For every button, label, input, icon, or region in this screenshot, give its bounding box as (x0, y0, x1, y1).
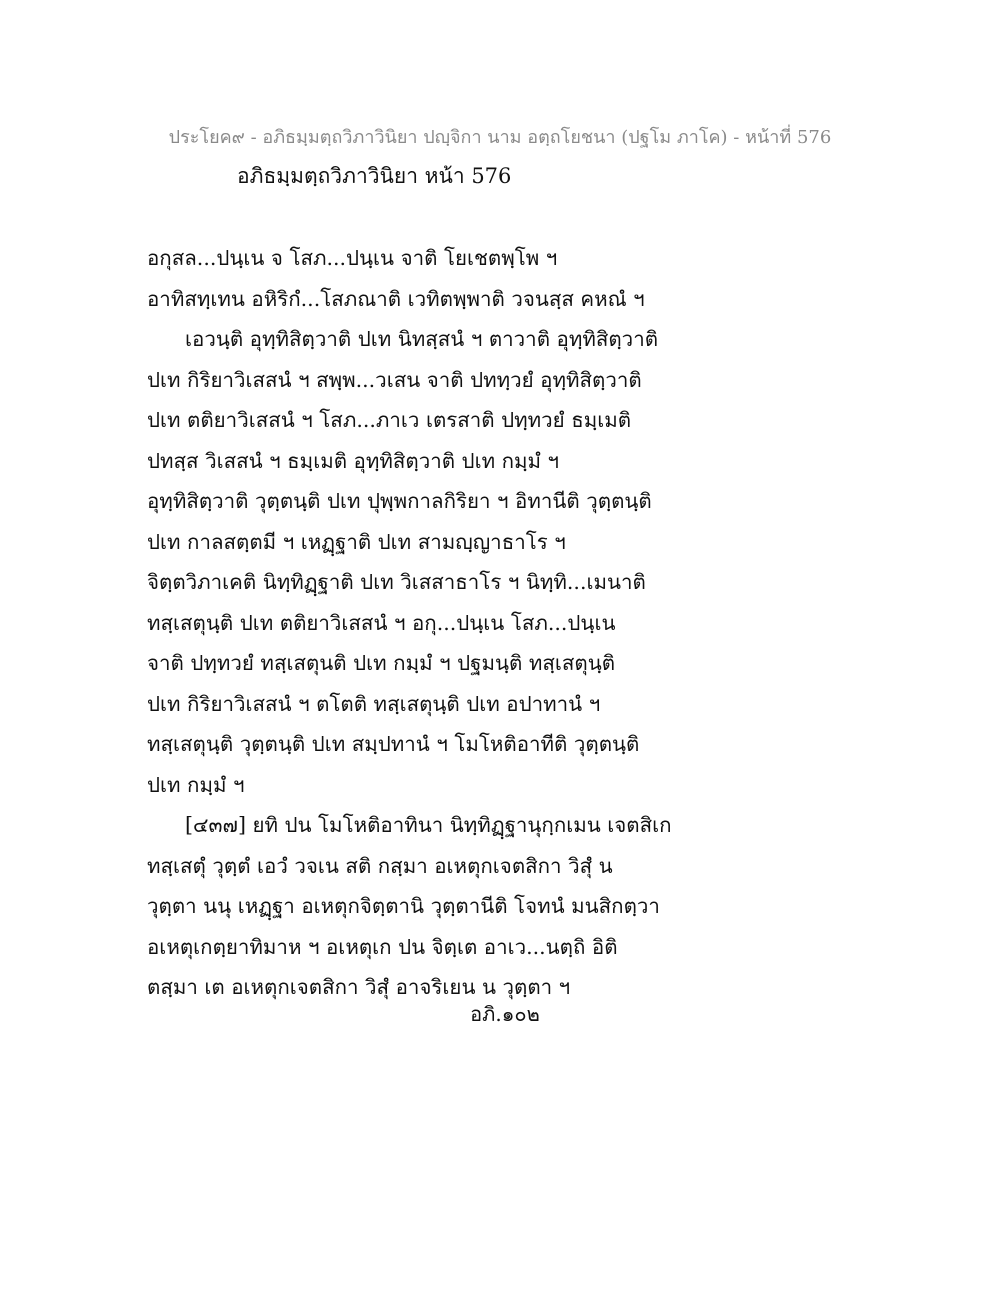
running-header: ประโยค๙ - อภิธมฺมตฺถวิภาวินิยา ปญฺจิกา นาม อตฺถโยชนา (ปฐโม ภาโค) - หน้าที่ 576 (168, 127, 832, 148)
page-heading: อภิธมฺมตฺถวิภาวินิยา หน้า 576 (237, 164, 512, 188)
text-line: ปเท กิริยาวิเสสนํ ฯ ตโตติ ทสฺเสตุนฺติ ปเท อปาทานํ ฯ (147, 691, 601, 716)
body-text (147, 238, 867, 1008)
text-line: จาติ ปทฺทวยํ ทสฺเสตุนติ ปเท กมฺมํ ฯ ปฐมนฺติ ทสฺเสตุนฺติ (147, 651, 616, 675)
text-line: ปเท ตติยาวิเสสนํ ฯ โสภ...ภาเว เตรสาติ ปทฺทวยํ ธมฺเมติ (147, 408, 632, 432)
text-line: วุตฺตา นนุ เหฏฺฐา อเหตุกจิตฺตานิ วุตฺตานีติ โจทนํ มนสิกตฺวา (147, 894, 660, 918)
text-line: ตสฺมา เต อเหตุกเจตสิกา วิสุํ อาจริเยน น วุตฺตา ฯ (147, 975, 571, 999)
text-line: ปเท กมฺมํ ฯ (147, 772, 245, 797)
text-line: อาทิสทฺเทน อหิริกํ...โสภณาติ เวทิตพฺพาติ วจนสฺส คหณํ ฯ (147, 286, 645, 311)
text-line: อกุสล...ปนฺเน จ โสภ...ปนฺเน จาติ โยเชตพฺโพ ฯ (147, 246, 558, 270)
text-line: ทสฺเสตุนฺติ ปเท ตติยาวิเสสนํ ฯ อกุ...ปนฺเน โสภ...ปนฺเน (147, 610, 616, 635)
text-line: อเหตุเกตฺยาทิมาห ฯ อเหตุเก ปน จิตฺเต อาเว...นตฺถิ อิติ (147, 934, 618, 959)
text-line: ทสฺเสตุนฺติ วุตฺตนฺติ ปเท สมฺปทานํ ฯ โมโหติอาทีติ วุตฺตนฺติ (147, 732, 640, 756)
text-line: ปทสฺส วิเสสนํ ฯ ธมฺเมติ อุทฺทิสิตฺวาติ ปเท กมฺมํ ฯ (147, 448, 560, 473)
text-line-indented: เอวนฺติ อุทฺทิสิตฺวาติ ปเท นิทสฺสนํ ฯ ตาวาติ อุทฺทิสิตฺวาติ (185, 327, 659, 351)
text-line: ปเท กิริยาวิเสสนํ ฯ สพฺพ...วเสน จาติ ปททฺวยํ อุทฺทิสิตฺวาติ (147, 367, 642, 392)
text-line: จิตฺตวิภาเคติ นิทฺทิฏฺฐาติ ปเท วิเสสาธาโร ฯ นิทฺทิ...เมนาติ (147, 570, 646, 594)
text-line: ปเท กาลสตฺตมี ฯ เหฏฺฐาติ ปเท สามญฺญาธาโร ฯ (147, 529, 566, 554)
text-line: ทสฺเสตุํ วุตฺตํ เอวํ วจเน สติ กสฺมา อเหตุกเจตสิกา วิสุํ น (147, 853, 613, 878)
text-line-indented: [๔๓๗] ยทิ ปน โมโหติอาทินา นิทฺทิฏฺฐานุกฺกเมน เจตสิเก (185, 813, 672, 837)
text-line: อุทฺทิสิตฺวาติ วุตฺตนฺติ ปเท ปุพฺพกาลกิริยา ฯ อิทานีติ วุตฺตนฺติ (147, 489, 652, 513)
page-footer-code: อภิ.๑๐๒ (470, 1002, 540, 1026)
